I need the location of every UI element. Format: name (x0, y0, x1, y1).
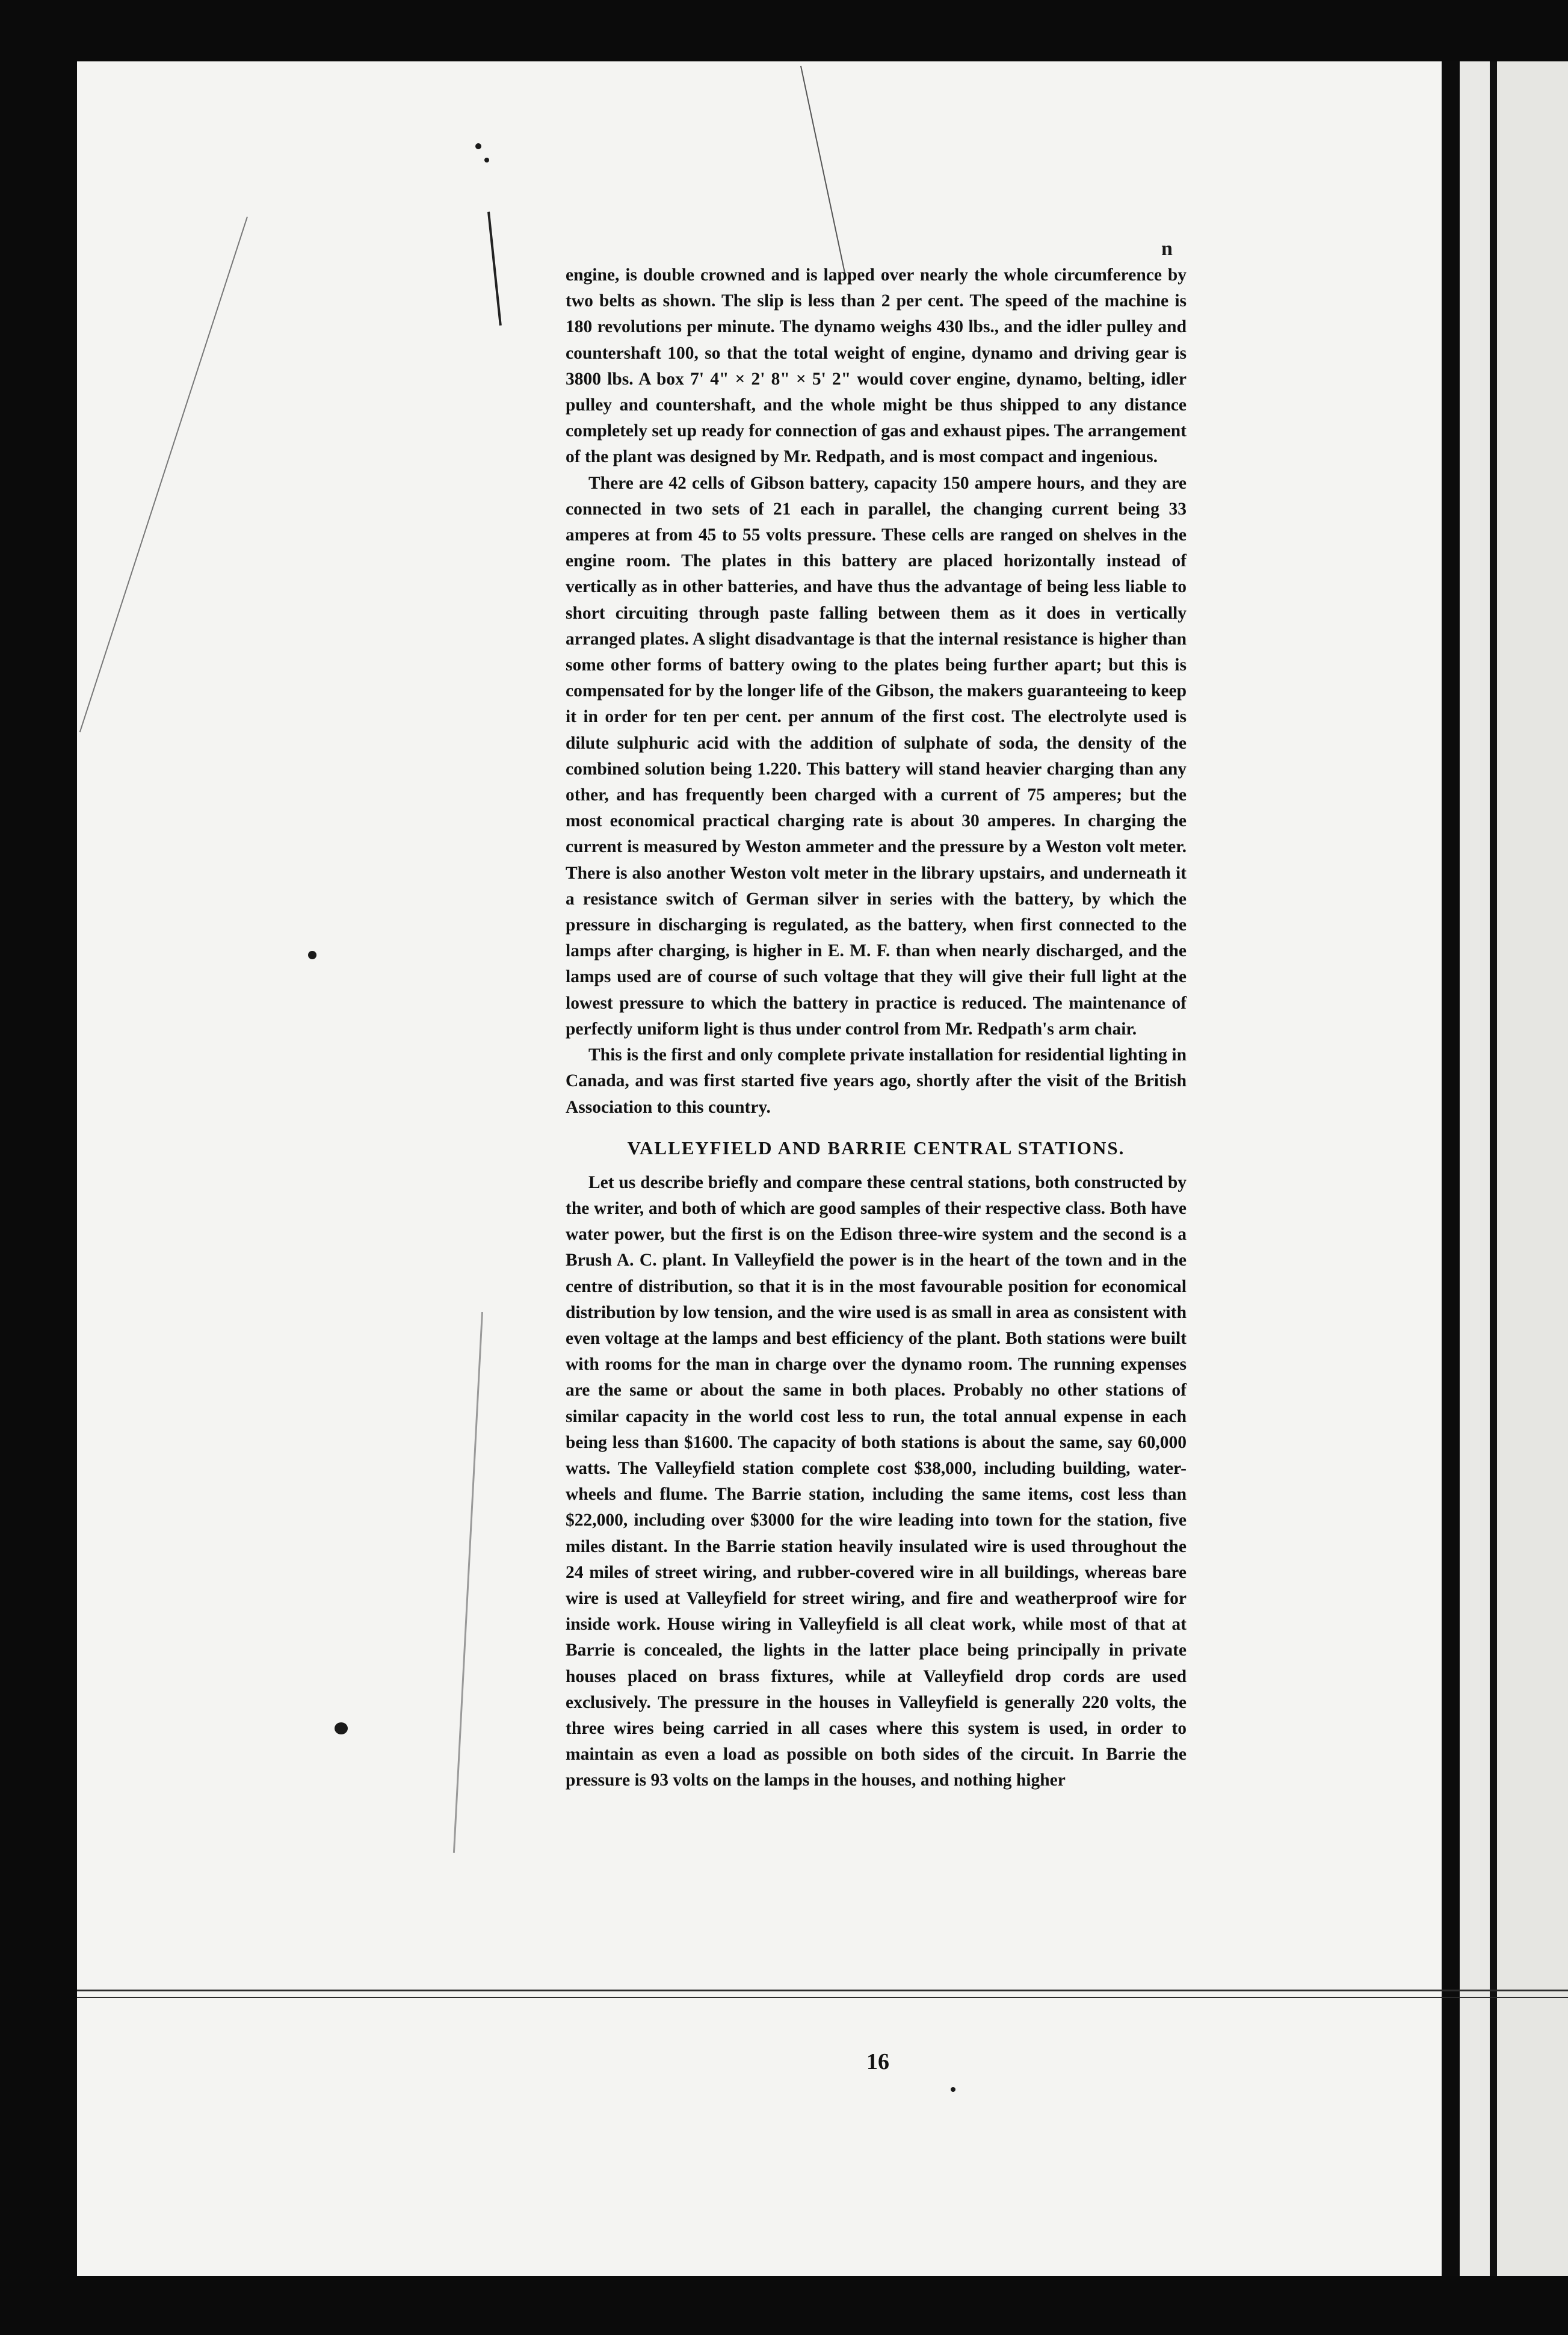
scan-rule-line (77, 1990, 1568, 1991)
scan-speck (951, 2087, 955, 2092)
paragraph: engine, is double crowned and is lapped over nearly the whole circumference by two belts as shown. The slip is less than 2 per cent. The speed of the machine is 180 revolutions per minute. The dynamo weighs 430 lbs., and the idler pulley and countershaft 100, so that the total weight of engine, dynamo and driving gear is 3800 lbs. A box 7' 4" × 2' 8" × 5' 2" would cover engine, dynamo, belting, idler pulley and countershaft, and the whole might be thus shipped to any distance completely set up ready for connection of gas and exhaust pipes. The arrangement of the plant was designed by Mr. Redpath, and is most compact and ingenious. (566, 265, 1187, 467)
paragraph: This is the first and only complete private installation for residential lighting in Canada, and was first started five years ago, shortly after the visit of the British Association to this country. (566, 1045, 1187, 1117)
scan-speck (475, 143, 481, 149)
paragraph: Let us describe briefly and compare these central stations, both constructed by the writer, and both of which are good samples of their respective class. Both have water power, but the first is on the Edison three-wire system and the second is a Brush A. C. plant. In Valleyfield the power is in the heart of the town and in the centre of distribution, so that it is in the most favourable position for economical distribution by low tension, and the wire used is as small in area as consistent with even voltage at the lamps and best efficiency of the plant. Both stations were built with rooms for the man in charge over the dynamo room. The running expenses are the same or about the same in both places. Probably no other stations of similar capacity in the world cost less to run, the total annual expense in each being less than $1600. The capacity of both stations is about the same, say 60,000 watts. The Valleyfield station complete cost $38,000, including building, water-wheels and flume. The Barrie station, including the same items, cost less than $22,000, including over $3000 for the wire leading into town for the station, five miles distant. In the Barrie station heavily insulated wire is used throughout the 24 miles of street wiring, and rubber-covered wire in all buildings, whereas bare wire is used at Valleyfield for street wiring, and fire and weatherproof wire for inside work. House wiring in Valleyfield is all cleat work, while most of that at Barrie is concealed, the lights in the latter place being principally in private houses placed on brass fixtures, while at Valleyfield drop cords are used exclusively. The pressure in the houses in Valleyfield is generally 220 volts, the three wires being carried in all cases where this system is used, in order to maintain as even a load as possible on both sides of the circuit. In Barrie the pressure is 93 volts on the lamps in the houses, and nothing higher (566, 1172, 1187, 1790)
body-text (566, 262, 1187, 1794)
adjacent-page-edge (1442, 61, 1568, 2276)
scan-rule-line (77, 1997, 1568, 1998)
section-heading: VALLEYFIELD AND BARRIE CENTRAL STATIONS. (627, 1137, 1125, 1158)
scan-speck (308, 951, 316, 959)
scan-speck (335, 1722, 348, 1734)
paragraph: There are 42 cells of Gibson battery, capacity 150 ampere hours, and they are connected in two sets of 21 each in parallel, the changing current being 33 amperes at from 45 to 55 volts pressure. These cells are ranged on shelves in the engine room. The plates in this battery are placed horizontally instead of vertically as in other batteries, and have thus the advantage of being less liable to short circuiting through paste falling between them as it does in vertically arranged plates. A slight disadvantage is that the internal resistance is higher than some other forms of battery owing to the plates being further apart; but this is compensated for by the longer life of the Gibson, the makers guaranteeing to keep it in order for ten per cent. per annum of the first cost. The electrolyte used is dilute sulphuric acid with the addition of sulphate of soda, the density of the combined solution being 1.220. This battery will stand heavier charging than any other, and has frequently been charged with a current of 75 amperes; but the most economical practical charging rate is about 30 amperes. In charging the current is measured by Weston ammeter and the pressure by a Weston volt meter. There is also another Weston volt meter in the library upstairs, and underneath it a resistance switch of German silver in series with the battery, by which the pressure in discharging is regulated, as the battery, when first connected to the lamps after charging, is higher in E. M. F. than when nearly discharged, and the lamps used are of course of such voltage that they will give their full light at the lowest pressure to which the battery in practice is reduced. The maintenance of perfectly uniform light is thus under control from Mr. Redpath's arm chair. (566, 473, 1187, 1039)
scan-speck (484, 158, 489, 162)
scan-top-border (0, 0, 1568, 61)
corner-page-mark: n (1161, 238, 1173, 260)
page-number: 16 (866, 2049, 889, 2074)
